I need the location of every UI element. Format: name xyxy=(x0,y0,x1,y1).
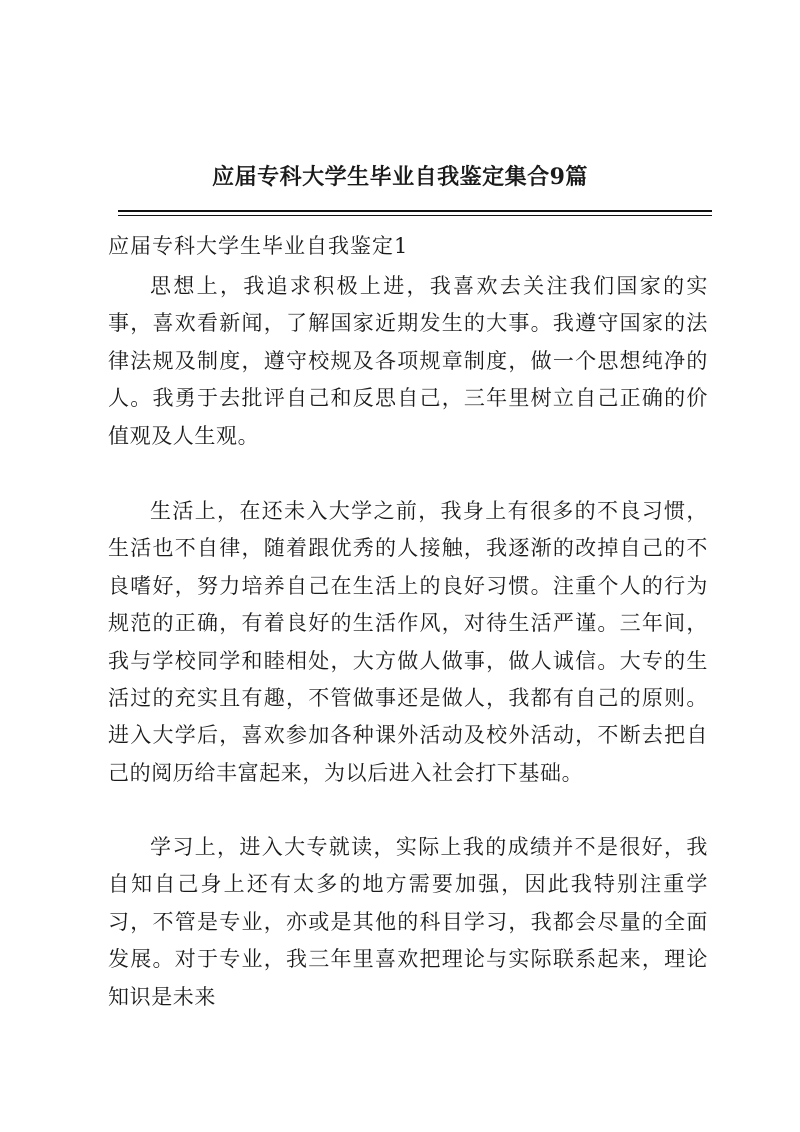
title-rule-thick xyxy=(118,210,712,212)
document-title: 应届专科大学生毕业自我鉴定集合9篇 xyxy=(212,164,588,190)
paragraph-life: 生活上，在还未入大学之前，我身上有很多的不良习惯，生活也不自律，随着跟优秀的人接触，我逐渐的改掉自己的不良嗜好，努力培养自己在生活上的良好习惯。注重个人的行为规范的正确，有着良好的生活作风，对待生活严谨。三年间，我与学校同学和睦相处，大方做人做事，做人诚信。大专的生活过的充实且有趣，不管做事还是做人，我都有自己的原则。进入大学后，喜欢参加各种课外活动及校外活动，不断去把自己的阅历给丰富起来，为以后进入社会打下基础。 xyxy=(108,499,708,785)
title-rule-thin xyxy=(118,215,712,216)
paragraph-thought: 思想上，我追求积极上进，我喜欢去关注我们国家的实事，喜欢看新闻，了解国家近期发生的大事。我遵守国家的法律法规及制度，遵守校规及各项规章制度，做一个思想纯净的人。我勇于去批评自己和反思自己，三年里树立自己正确的价值观及人生观。 xyxy=(108,274,708,448)
paragraph-study: 学习上，进入大专就读，实际上我的成绩并不是很好，我自知自己身上还有太多的地方需要加强，因此我特别注重学习，不管是专业，亦或是其他的科目学习，我都会尽量的全面发展。对于专业，我三年里喜欢把理论与实际联系起来，理论知识是未来 xyxy=(108,835,708,1009)
section-heading: 应届专科大学生毕业自我鉴定1 xyxy=(108,234,409,258)
